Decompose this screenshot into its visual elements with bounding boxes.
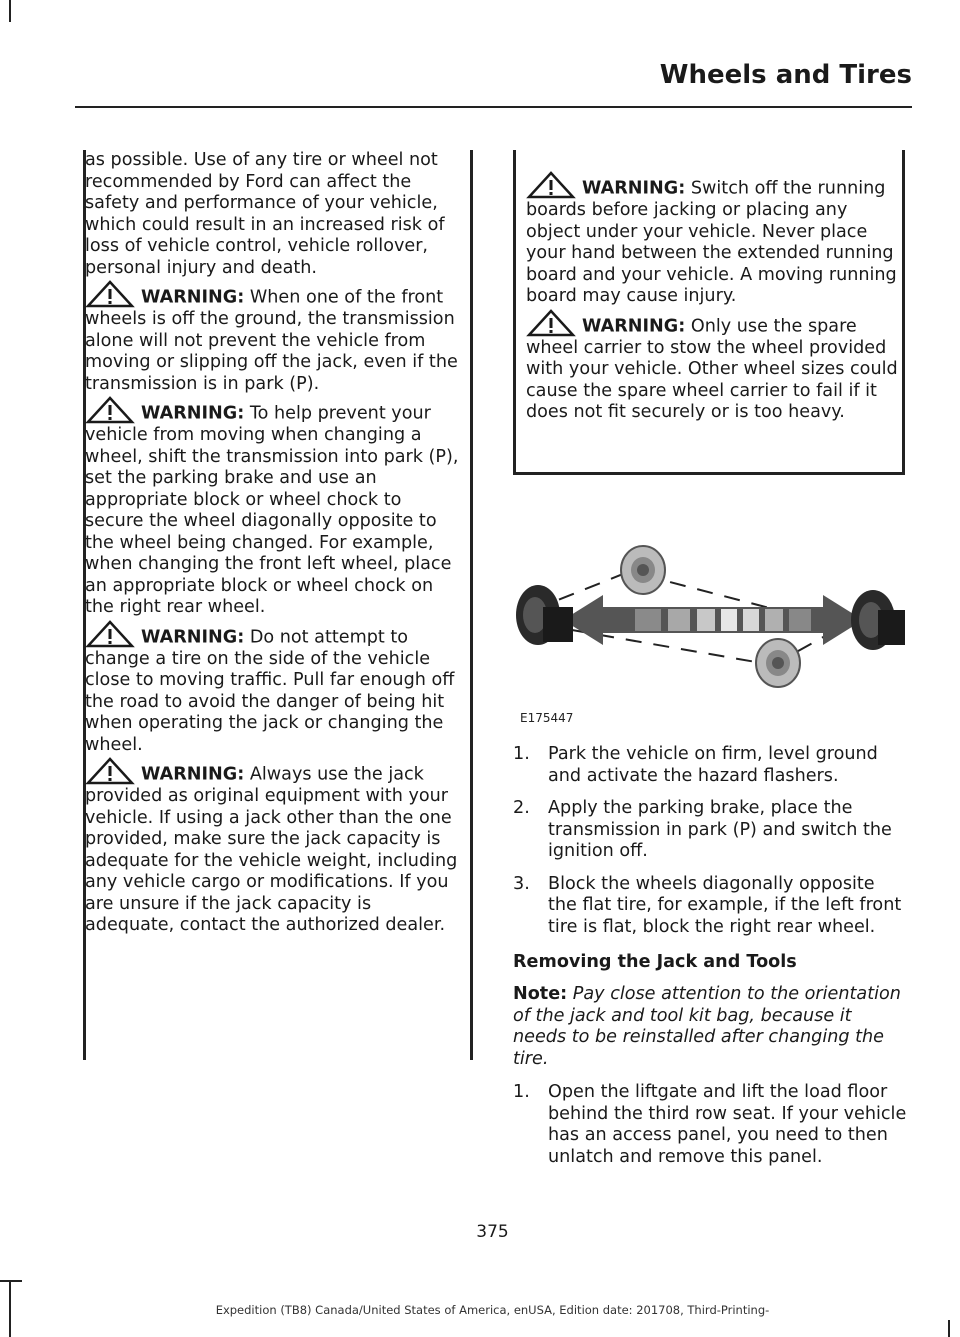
warning-label: WARNING:: [141, 764, 245, 785]
section-heading: Removing the Jack and Tools: [513, 952, 797, 972]
crop-mark: [0, 1280, 22, 1282]
warning-text: Do not attempt to change a tire on the side of the vehicle close to moving traffic. Pull far enough off the road to avoid the danger of being hit when operating the jack or changing the wheel.: [85, 627, 455, 755]
warning-prevent-moving: [85, 395, 465, 619]
list-item: 2. Apply the parking brake, place the transmission in park (P) and switch the ignition off.: [513, 798, 892, 861]
warning-jack: [85, 756, 465, 937]
wheel-chock-diagram: [513, 535, 913, 735]
warning-text: Switch off the running boards before jacking or placing any object under your vehicle. Never place your hand between the extended running board and your vehicle. A moving running board may cause injury.: [526, 178, 897, 306]
note: Note: Pay close attention to the orientation of the jack and tool kit bag, because it needs to be reinstalled after changing the tire.: [513, 984, 901, 1069]
warning-triangle-icon: [85, 279, 135, 309]
warning-triangle-icon: [85, 395, 135, 425]
warning-text: To help prevent your vehicle from moving when changing a wheel, shift the transmission into park (P), set the parking brake and use an appropriate block or wheel chock to secure the wheel diagonally opposite to the wheel being changed. For example, when changing the front left wheel, place an appropriate block or wheel chock on the right rear wheel.: [85, 403, 459, 617]
warning-spare-carrier: [526, 308, 902, 424]
list-item: 1. Open the liftgate and lift the load floor behind the third row seat. If your vehicle has an access panel, you need to then unlatch and remove this panel.: [513, 1082, 907, 1167]
crop-mark: [9, 0, 11, 22]
steps-list-removal: [513, 1082, 908, 1168]
page-title: Wheels and Tires: [659, 60, 912, 90]
figure-code: E175447: [520, 711, 574, 725]
left-column: [85, 150, 465, 937]
warning-text: When one of the front wheels is off the ground, the transmission alone will not prevent the vehicle from moving or slipping off the jack, even if the transmission is in park (P).: [85, 287, 458, 394]
instructions: [513, 744, 908, 1179]
warning-box: [513, 150, 905, 475]
crop-mark: [948, 1320, 950, 1337]
steps-list: [513, 744, 908, 938]
warning-traffic: [85, 619, 465, 757]
intro-paragraph: as possible. Use of any tire or wheel not recommended by Ford can affect the safety and performance of your vehicle, which could result in an increased risk of loss of vehicle control, vehicle rollover, personal injury and death.: [85, 150, 445, 278]
warning-triangle-icon: [526, 170, 576, 200]
list-item: 3. Block the wheels diagonally opposite the flat tire, for example, if the left front tire is flat, block the right rear wheel.: [513, 873, 902, 937]
warning-running-boards: [526, 170, 902, 308]
warning-label: WARNING:: [141, 287, 245, 308]
footer-text: Expedition (TB8) Canada/United States of America, enUSA, Edition date: 201708, Third-Printing-: [215, 1303, 770, 1317]
warning-label: WARNING:: [582, 316, 686, 336]
warning-triangle-icon: [85, 756, 135, 786]
header-rule: [75, 106, 912, 108]
list-item: 1. Park the vehicle on firm, level ground and activate the hazard flashers.: [513, 744, 878, 786]
warning-label: WARNING:: [141, 403, 245, 424]
warning-label: WARNING:: [141, 627, 245, 647]
page-number: 375: [476, 1222, 509, 1242]
warning-text: Always use the jack provided as original equipment with your vehicle. If using a jack other than the one provided, make sure the jack capacity is adequate for the vehicle weight, including any vehicle cargo or modifications. If you are unsure if the jack capacity is adequate, contact the authorized dealer.: [85, 764, 458, 935]
warning-label: WARNING:: [582, 178, 686, 199]
left-column-rule-right: [470, 150, 473, 1060]
warning-front-wheel: [85, 279, 465, 395]
warning-triangle-icon: [85, 619, 135, 649]
warning-text: Only use the spare wheel carrier to stow the wheel provided with your vehicle. Other wheel sizes could cause the spare wheel carrier to fail if it does not fit securely or is too heavy.: [526, 316, 898, 422]
warning-triangle-icon: [526, 308, 576, 338]
